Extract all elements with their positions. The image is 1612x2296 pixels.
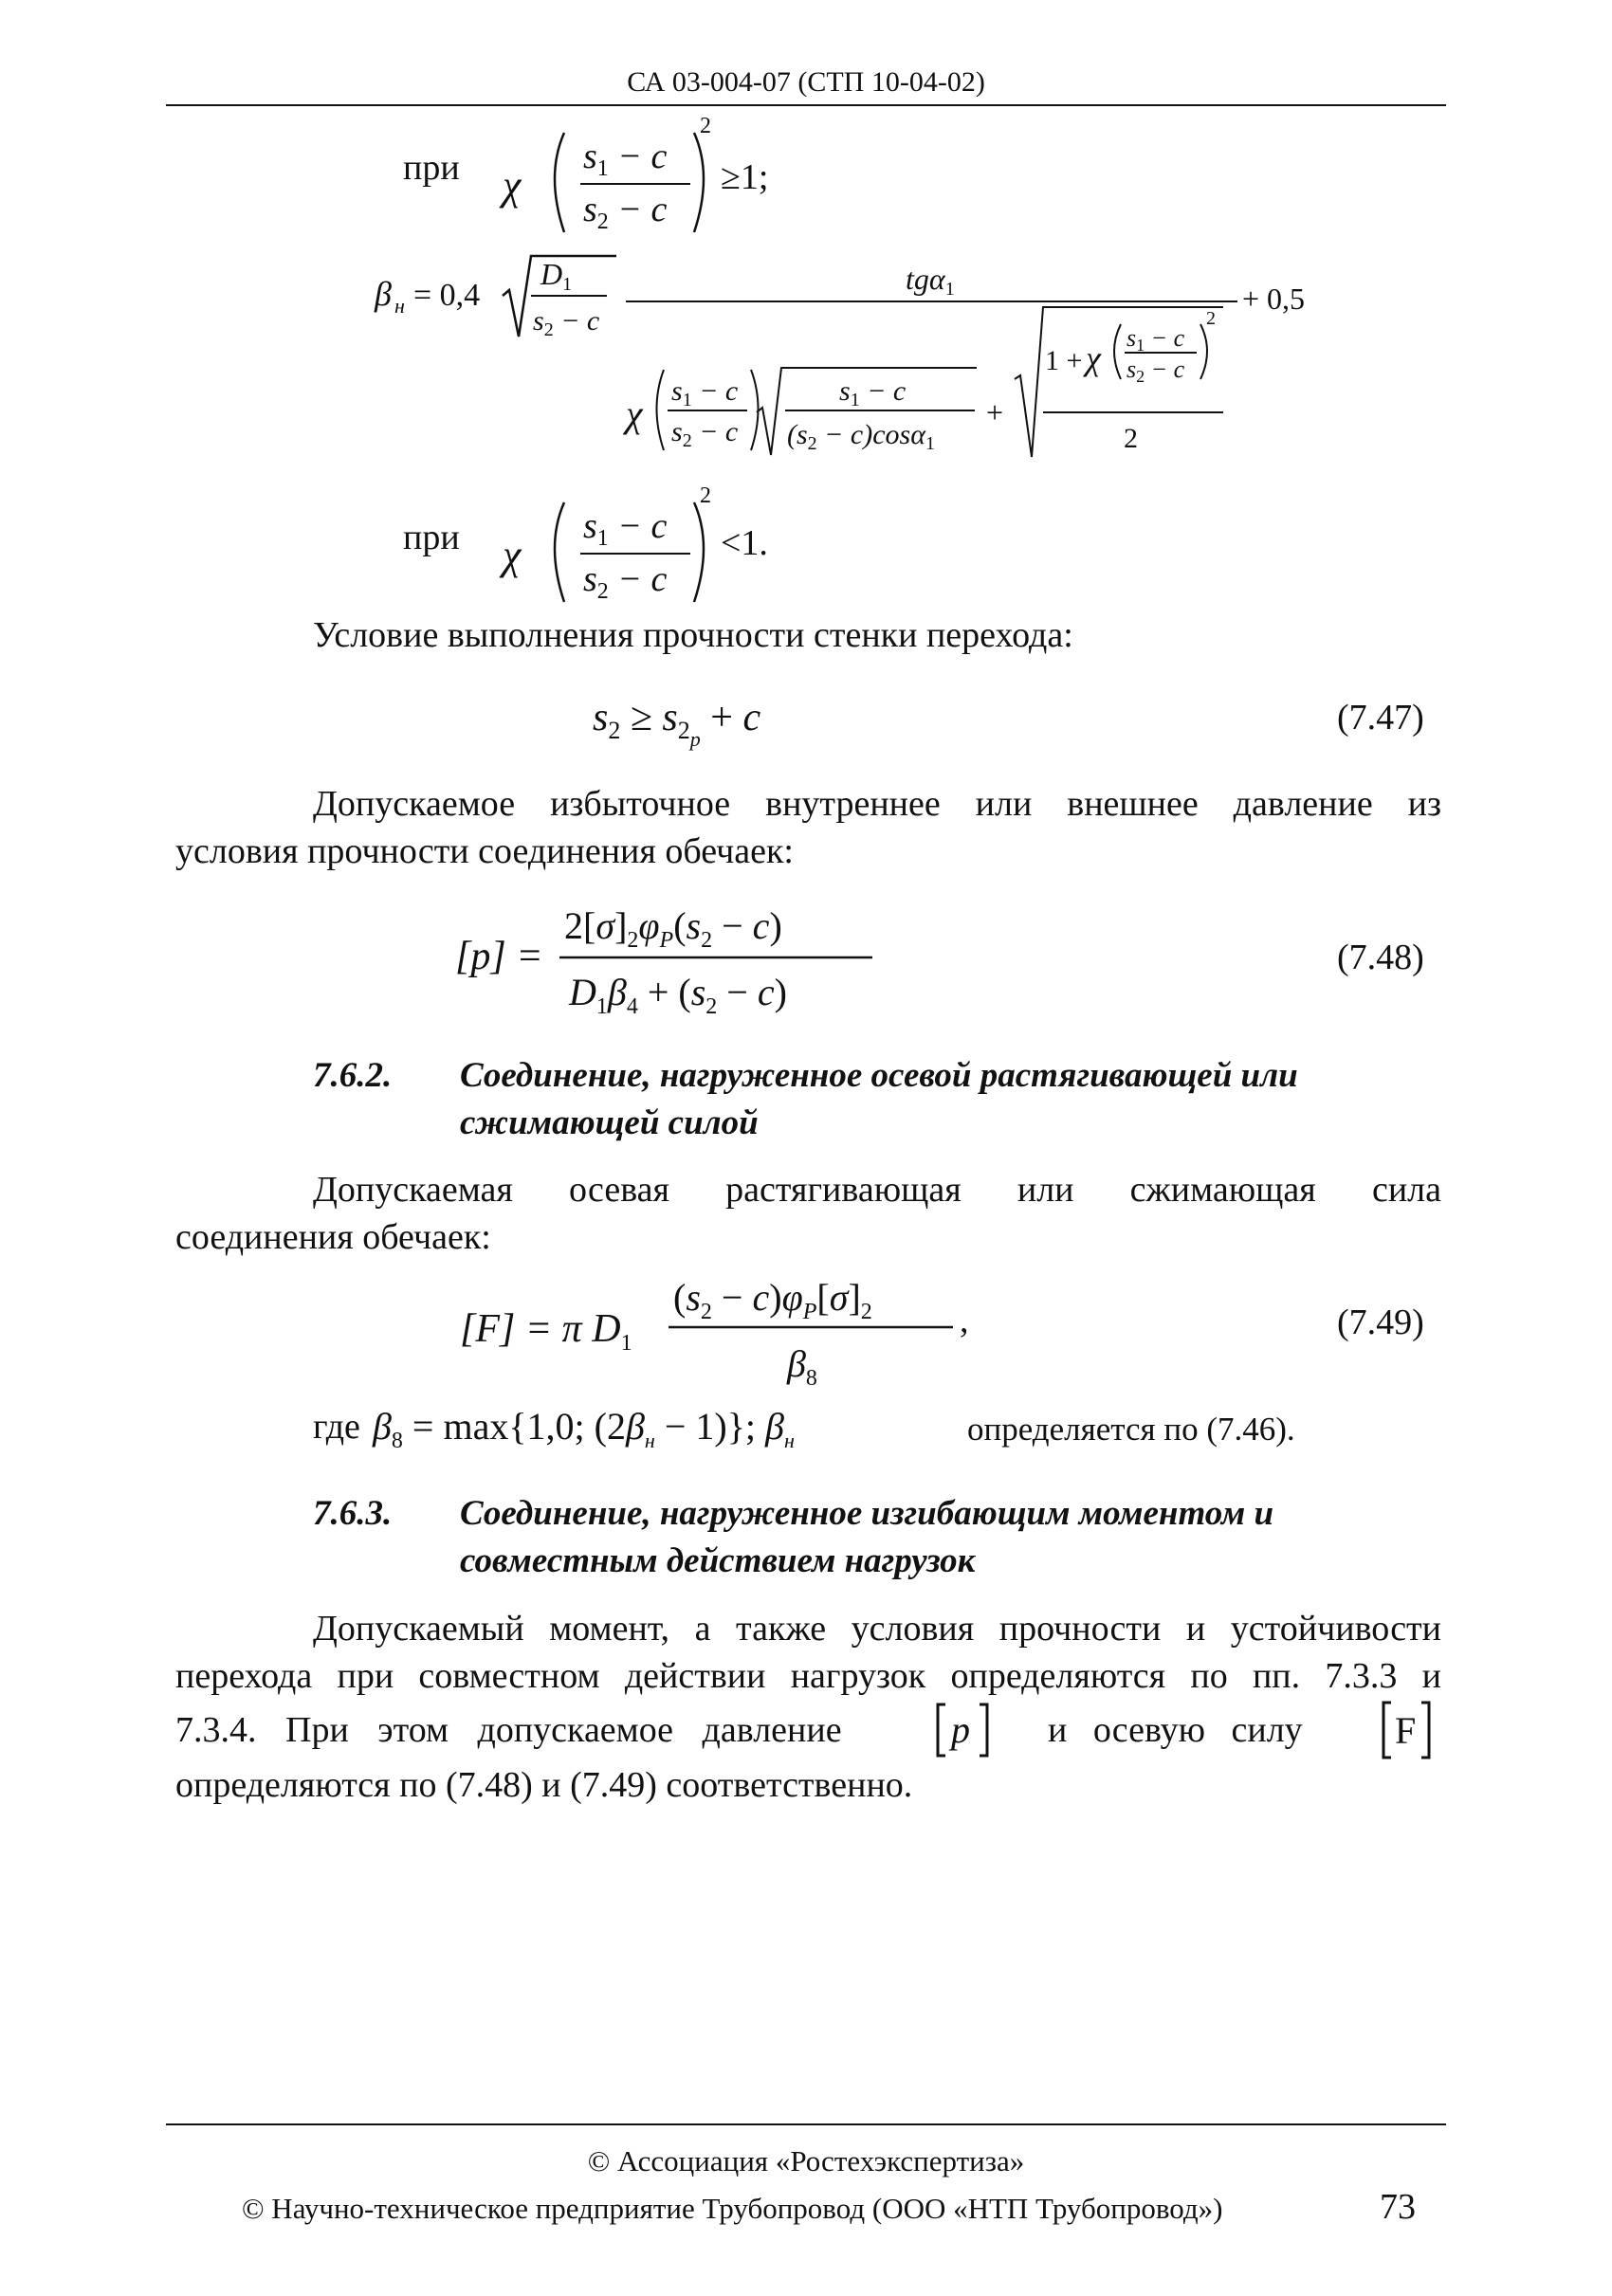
- beta-n-formula: [370, 237, 1337, 483]
- footer-rule: [166, 2123, 1446, 2125]
- svg-text:[p] =: [p] =: [455, 935, 543, 978]
- svg-text:2: 2: [1124, 423, 1138, 454]
- svg-text:1 +: 1 +: [1045, 345, 1083, 376]
- svg-text:s1 − c: $s_1 - c$: [583, 506, 668, 551]
- para-force-line2: соединения обечаек:: [175, 1217, 491, 1257]
- para-moment-line4: определяются по (7.48) и (7.49) соответственно.: [175, 1765, 913, 1805]
- svg-text:2: 2: [700, 483, 711, 508]
- svg-text:,: ,: [960, 1301, 969, 1340]
- svg-text:tgα1: tgα1: [906, 262, 955, 300]
- svg-text:β: β: [375, 275, 392, 313]
- footer-company: © Научно-техническое предприятие Трубопровод (ООО «НТП Трубопровод»): [242, 2192, 1223, 2225]
- svg-text:н: н: [394, 294, 405, 318]
- section-763-number: 7.6.3.: [313, 1494, 393, 1533]
- eq-number-7-47: (7.47): [1337, 698, 1424, 738]
- condition-formula-1: [493, 109, 891, 251]
- eq-number-7-48: (7.48): [1337, 938, 1424, 977]
- section-763-title-line2: совместным действием нагрузок: [460, 1541, 976, 1580]
- svg-text:s1 − c: $s_1 - c$: [583, 137, 668, 181]
- svg-text:2: 2: [1206, 308, 1216, 329]
- svg-text:β8: $\beta_8$: [787, 1342, 817, 1391]
- para-moment-line1: Допускаемый момент, а также условия прочности и устойчивости: [313, 1609, 1441, 1649]
- para-moment-line2: перехода при совместном действии нагрузок определяются по пп. 7.3.3 и: [175, 1656, 1441, 1696]
- svg-text:= 0,4: = 0,4: [413, 278, 481, 313]
- svg-text:s2 − c: $s_2 - c$: [671, 416, 739, 451]
- where-prefix: где: [313, 1407, 360, 1447]
- svg-text:+ 0,5: + 0,5: [1242, 282, 1306, 316]
- condition-label-2: при: [403, 518, 460, 557]
- svg-text:(s2 − c)φP[σ]2: $(s_2 - c)\varphi_P[\sigma]_2$: [673, 1276, 872, 1324]
- svg-text:χ: χ: [626, 392, 643, 435]
- svg-text:(s2 − c)cosα1: $(s_2 - c)\cos\alpha_1$: [787, 419, 935, 454]
- svg-text:χ: χ: [503, 532, 522, 578]
- svg-text:β8 = max{1,0; (2βн − 1)}; βн: $\beta_8 = \max\{1,0$; $(2\beta_н - 1)$}; $\beta_н$: [373, 1405, 795, 1453]
- formula-7-47: [588, 687, 872, 754]
- svg-text:χ: χ: [503, 162, 522, 209]
- svg-text:s2 − c: $s_2 - c$: [583, 559, 668, 604]
- svg-text:p: p: [951, 1708, 970, 1751]
- condition-formula-2: [493, 479, 891, 621]
- para-force-line1: Допускаемая осевая растягивающая или сжимающая сила: [313, 1170, 1441, 1210]
- condition-label-1: при: [403, 148, 460, 188]
- eq-number-7-49: (7.49): [1337, 1303, 1424, 1342]
- svg-text:F: F: [1395, 1709, 1417, 1752]
- svg-text:2[σ]2φP(s2 − c): $2[\sigma]_2\varphi_P(s_2 - c)$: [564, 904, 782, 953]
- para-wall-condition: Условие выполнения прочности стенки перехода:: [313, 615, 1073, 655]
- where-suffix: определяется по (7.46).: [967, 1411, 1295, 1448]
- svg-text:+: +: [986, 395, 1004, 429]
- condition-ge-1: ≥1;: [721, 157, 769, 197]
- para-moment-line3a: 7.3.4. При этом допускаемое давление: [175, 1710, 842, 1750]
- bracket-f: [1380, 1697, 1446, 1763]
- svg-text:s2 − c: $s_2 - c$: [533, 305, 600, 340]
- svg-text:s1 − c: $s_1 - c$: [839, 375, 907, 410]
- footer-association: © Ассоциация «Ростехэкспертиза»: [587, 2144, 1025, 2178]
- section-762-number: 7.6.2.: [313, 1056, 393, 1095]
- svg-text:s1 − c: $s_1 - c$: [671, 375, 739, 410]
- svg-text:2: 2: [700, 114, 711, 138]
- page-number: 73: [1380, 2187, 1416, 2227]
- bracket-p: [934, 1697, 1005, 1763]
- header-rule: [166, 104, 1446, 106]
- para-pressure-line2: условия прочности соединения обечаек:: [175, 831, 794, 871]
- svg-text:χ: χ: [1086, 339, 1101, 377]
- formula-7-49: [455, 1261, 986, 1394]
- section-762-title-line1: Соединение, нагруженное осевой растягивающей или: [460, 1056, 1298, 1095]
- svg-text:D1: D1: [540, 257, 573, 295]
- svg-text:s2 − c: s2 − c: [1127, 355, 1185, 386]
- section-762-title-line2: сжимающей силой: [460, 1103, 759, 1142]
- svg-text:D1β4 + (s2 − c): $D_1\beta_4 + (s_2 - c)$: [569, 971, 787, 1019]
- section-763-title-line1: Соединение, нагруженное изгибающим моментом и: [460, 1494, 1274, 1533]
- para-pressure-line1: Допускаемое избыточное внутреннее или внешнее давление из: [313, 784, 1441, 824]
- svg-text:s2 ≥ s2p + c: $s_2 \ge s_2p + c$: [593, 696, 761, 751]
- running-header: СА 03-004-07 (СТП 10-04-02): [627, 66, 985, 98]
- svg-text:s2 − c: $s_2 - c$: [583, 190, 668, 234]
- svg-text:s1 − c: s1 − c: [1127, 324, 1185, 355]
- para-moment-line3b: и осевую силу: [1048, 1710, 1303, 1750]
- condition-lt-2: <1.: [721, 523, 768, 563]
- where-formula: [373, 1394, 980, 1460]
- svg-text:[F] = π D1: [F] = π $D_1$: [460, 1307, 632, 1356]
- formula-7-48: [450, 891, 906, 1024]
